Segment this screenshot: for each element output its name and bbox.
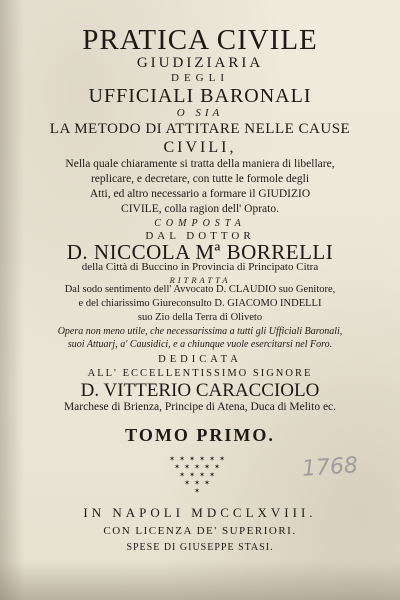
page-bottom-shadow (0, 560, 400, 600)
subtitle-line-5: LA METODO DI ATTITARE NELLE CAUSE (49, 121, 351, 137)
author-name: D. NICCOLA Mª BORRELLI (66, 240, 334, 264)
star-triangle-ornament (160, 453, 240, 493)
license-line: CON LICENZA DE' SUPERIORI. (103, 525, 297, 537)
svg-text:✶: ✶ (189, 471, 195, 479)
imprint-city: IN NAPOLI MDCCLXVIII. (83, 505, 317, 520)
svg-text:✶: ✶ (209, 455, 215, 463)
svg-text:✶: ✶ (179, 455, 185, 463)
printer-line: SPESE DI GIUSEPPE STASI. (126, 542, 274, 553)
description-line-1: Nella quale chiaramente si tratta della maniera di libellare, (65, 158, 335, 170)
svg-text:✶: ✶ (214, 463, 220, 471)
svg-text:✶: ✶ (194, 479, 200, 487)
description-line-2: replicare, e decretare, con tutte le formole degli (90, 173, 310, 185)
author-city: della Città di Buccino in Provincia di Principato Citra (81, 261, 319, 273)
subtitle-line-2: DEGLI (171, 72, 229, 84)
svg-text:✶: ✶ (174, 463, 180, 471)
svg-text:✶: ✶ (219, 455, 225, 463)
volume-label: TOMO PRIMO. (125, 425, 275, 445)
dedicata-label: DEDICATA (158, 354, 242, 365)
star-ornament-svg (160, 453, 240, 493)
handwritten-year-note: 1768 (301, 453, 359, 482)
subtitle-line-4: O SIA (176, 107, 224, 119)
svg-text:✶: ✶ (204, 479, 210, 487)
subtitle-line-3: UFFICIALI BARONALI (88, 85, 312, 107)
description-line-3: Atti, ed altro necessario a formare il GIUDIZIO (89, 188, 311, 200)
subtitle-line-1: GIUDIZIARIA (136, 55, 264, 71)
ritratta-label: RITRATTA (169, 275, 231, 285)
family-line-1: Dal sodo sentimento dell' Avvocato D. CLAUDIO suo Genitore, (64, 284, 336, 295)
usefulness-line-2: suoi Attuarj, a' Causidici, e a chiunque vuole esercitarsi nel Foro. (67, 339, 333, 350)
subtitle-line-6: CIVILI, (163, 139, 237, 156)
svg-text:✶: ✶ (199, 455, 205, 463)
dedication-to: ALL' ECCELLENTISSIMO SIGNORE (87, 368, 313, 379)
dedicatee-titles: Marchese di Brienza, Principe di Atena, Duca di Melito ec. (63, 401, 337, 413)
svg-text:✶: ✶ (199, 471, 205, 479)
svg-text:✶: ✶ (169, 455, 175, 463)
svg-text:✶: ✶ (184, 479, 190, 487)
composta-label: COMPOSTA (154, 218, 246, 229)
usefulness-line-1: Opera non meno utile, che necessarissima a tutti gli Ufficiali Baronali, (57, 326, 343, 337)
svg-text:✶: ✶ (194, 487, 200, 493)
family-line-2: e del chiarissimo Giureconsulto D. GIACOMO INDELLI (78, 298, 322, 309)
svg-text:✶: ✶ (189, 455, 195, 463)
svg-text:✶: ✶ (209, 471, 215, 479)
dedicatee-name: D. VITTERIO CARACCIOLO (80, 380, 320, 401)
dal-dottor-label: DAL DOTTOR (145, 230, 255, 242)
svg-text:✶: ✶ (184, 463, 190, 471)
book-title: PRATICA CIVILE (82, 24, 318, 56)
description-line-4: CIVILE, colla ragion dell' Oprato. (121, 203, 279, 215)
svg-text:✶: ✶ (204, 463, 210, 471)
svg-text:✶: ✶ (194, 463, 200, 471)
family-line-3: suo Zio della Terra di Oliveto (137, 312, 263, 323)
svg-text:✶: ✶ (179, 471, 185, 479)
